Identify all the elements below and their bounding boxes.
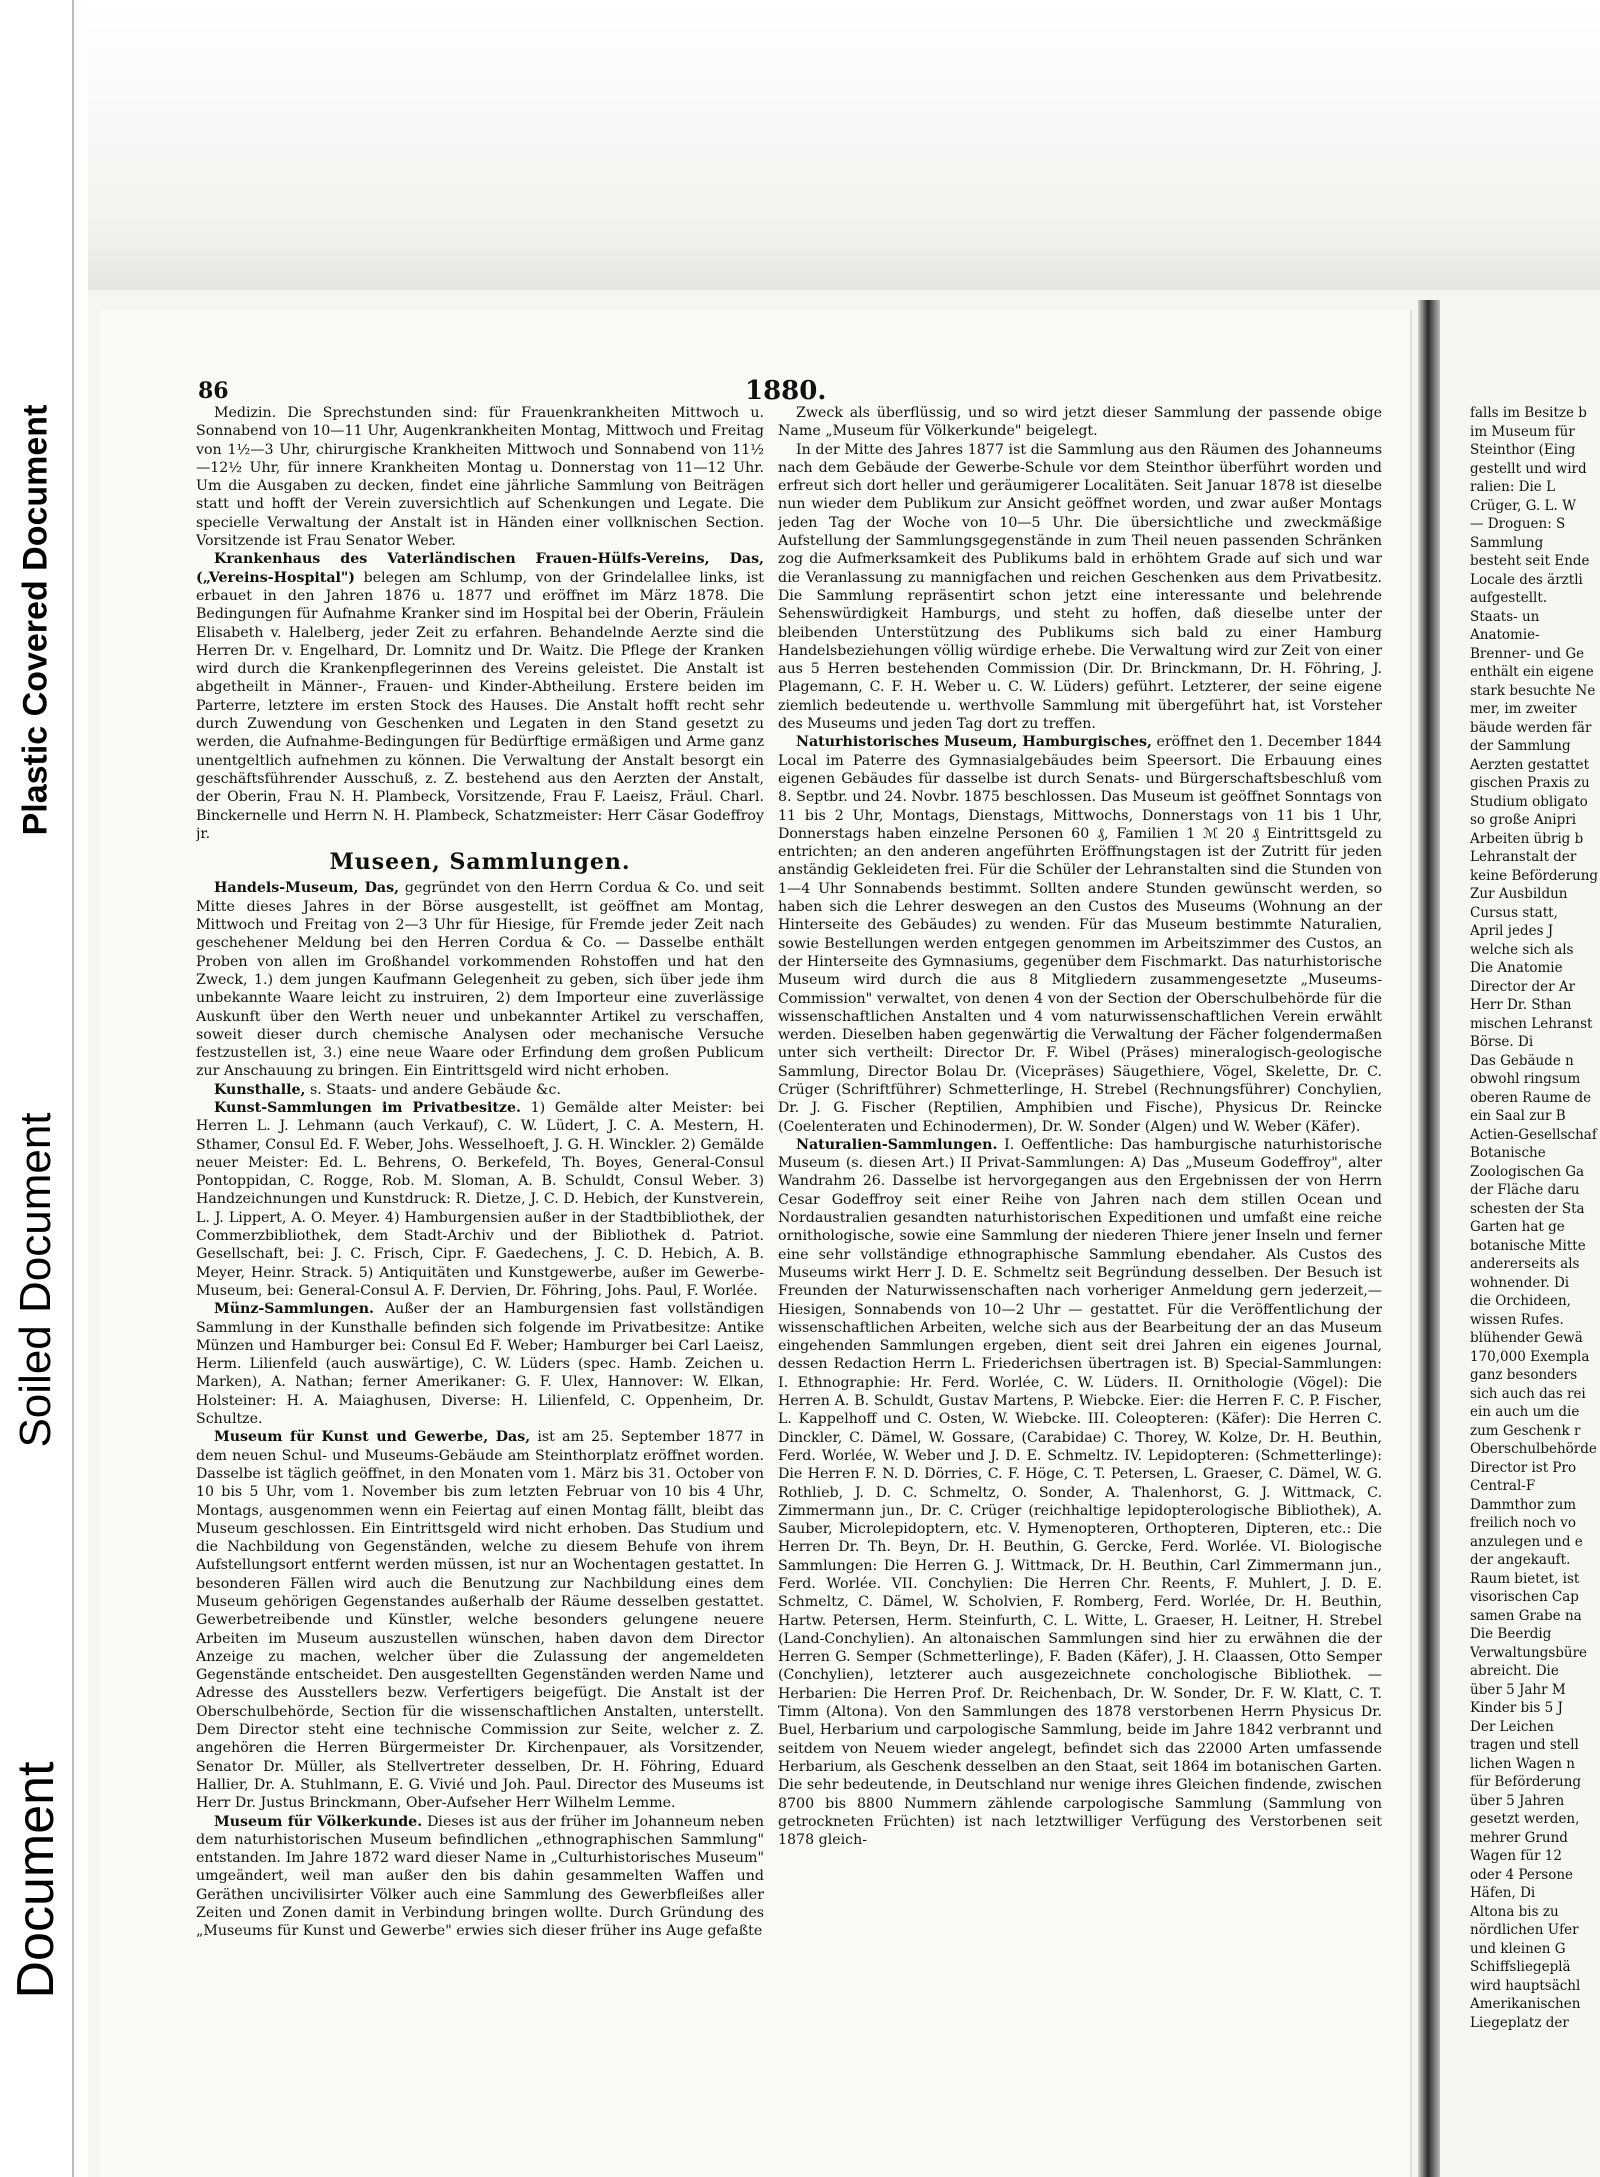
adjacent-page-line: wird hauptsächl (1470, 1977, 1581, 1994)
article-text: ist am 25. September 1877 in dem neuen Schul- und Museums-Gebäude am Steinthorplatz eröffnet worden. Dasselbe ist täglich geöffnet, in den Monaten vom 1. März bis 31. October von 10 bis 5 Uhr, vom 1. November bis zum letzten Februar von 10 bis 4 Uhr, Montags, ausgenommen wenn ein Feiertag auf einen Montag fällt, bleibt das Museum geschlossen. Ein Eintrittsgeld wird nicht erhoben. Das Studium und die Nachbildung von Gegenständen, welche zu diesem Behufe von ihrem Aufstellungsort entfernt werden müssen, ist nur an Wochentagen gestattet. In besonderen Fällen wird auch die Benutzung zur Nachbildung eines dem Museum gehörigen Gegenstandes außerhalb der Räume desselben gestattet. Gewerbetreibende und Künstler, welche besonders gelungene neuere Arbeiten im Museum auszustellen wünschen, haben davon dem Director Anzeige zu machen, welcher über die Zulassung der angemeldeten Gegenstände entscheidet. Den ausgestellten Gegenständen werden Name und Adresse des Ausstellers bezw. Verfertigers beigefügt. Die Anstalt ist der Oberschulbehörde, Section für die wissenschaftlichen Anstalten, unterstellt. Dem Director steht eine technische Commission zur Seite, welcher z. Z. angehören die Herren Bürgermeister Dr. Kirchenpauer, als Vorsitzender, Senator Dr. Müller, als Stellvertreter desselben, Dr. H. Föhring, Eduard Hallier, Dr. A. Stuhlmann, E. G. Vivié und Joh. Paul. Director des Museums ist Herr Dr. Justus Brinckmann, Ober-Aufseher Herr Wilhelm Lemme. (196, 1429, 764, 1812)
adjacent-page-line: Altona bis zu (1470, 1903, 1559, 1920)
adjacent-page-line: gischen Praxis zu (1470, 775, 1590, 791)
adjacent-page-line: Verwaltungsbüre (1470, 1644, 1588, 1661)
adjacent-page-line: wohnender. Di (1470, 1274, 1570, 1291)
article-heading: Museum für Völkerkunde. (214, 1813, 423, 1830)
article-text: Zweck als überflüssig, und so wird jetzt dieser Sammlung der passende obige Name „Museum für Völkerkunde" beigelegt. (778, 405, 1382, 440)
adjacent-page-line: 170,000 Exempla (1470, 1348, 1590, 1365)
adjacent-page-line: samen Grabe na (1470, 1607, 1582, 1624)
adjacent-page-line: ralien: Die L (1470, 479, 1556, 495)
adjacent-page-line: Der Leichen (1470, 1718, 1554, 1735)
adjacent-page-line: Brenner- und Ge (1470, 645, 1585, 662)
article-paragraph (196, 550, 764, 843)
adjacent-page-line: blühender Gewä (1470, 1330, 1583, 1346)
article-heading: Kunsthalle, (214, 1081, 306, 1098)
scan-top-margin (88, 0, 1600, 290)
article-heading: Münz-Sammlungen. (214, 1301, 374, 1318)
article-text: s. Staats- und andere Gebäude &c. (309, 1081, 562, 1098)
adjacent-page-line: ein Saal zur B (1470, 1108, 1566, 1124)
adjacent-page-line: im Museum für (1470, 423, 1575, 440)
adjacent-page-line: visorischen Cap (1470, 1589, 1579, 1605)
adjacent-page-line: der Fläche daru (1470, 1182, 1580, 1198)
condition-label-document: Document (7, 1761, 65, 1999)
article-text: eröffnet den 1. December 1844 Local im Paterre des Gymnasialgebäudes beim Speersort. Die Erbauung eines eigenen Gebäudes für dasselbe ist durch Senats- und Bürgerschaftsbeschluß vom 8. Septbr. und 24. Novbr. 1875 beschlossen. Das Museum ist geöffnet Sonntags von 11 bis 2 Uhr, Montags, Dienstags, Mittwochs, Donnerstags von 11 bis 1 Uhr, Donnerstags haben einzelne Personen 60 ₰, Familien 1 ℳ 20 ₰ Eintrittsgeld zu entrichten; an den anderen angeführten Eröffnungstagen ist der Zutritt für jeden anständig Gekleideten frei. Für die Schüler der Lehranstalten sind die Stunden von 1—4 Uhr Sonnabends bestimmt. Sollten andere Stunden gewünscht werden, so haben sich die Lehrer deswegen an den Custos des Museums (Wohnung an der Hinterseite des Gebäudes) zu wenden. Für das Museum bestimmte Naturalien, sowie Bestellungen werden entgegen genommen im Arbeitszimmer des Custos, an der Hinterseite des Gymnasiums, gegenüber dem Fischmarkt. Das naturhistorische Museum wird durch die aus 8 Mitgliedern zusammengesetzte „Museums-Commission" verwaltet, von denen 4 von der Section der Oberschulbehörde für die wissenschaftlichen Anstalten und 4 vom naturwissenschaftlichen Verein erwählt werden. Dieselben haben gegenwärtig die Verwaltung der Fächer folgendermaßen unter sich vertheilt: Director Dr. F. Wibel (Präses) mineralogisch-geologische Sammlung, Director Bolau Dr. (Vicepräses) Säugethiere, Vögel, Skelette, Dr. C. Crüger (Schriftführer) Schmetterlinge, H. Strebel (Rechnungsführer) Conchylien, Dr. J. G. Fischer (Reptilien, Amphibien und Fische), Physicus Dr. Reincke (Coelenteraten und Echinodermen), Dr. W. Sonder (Algen) und W. Weber (Käfer). (778, 734, 1382, 1135)
article-paragraph (778, 733, 1382, 1136)
adjacent-page-line: enthält ein eigene (1470, 664, 1594, 680)
adjacent-page-line: Botanische (1470, 1145, 1546, 1161)
adjacent-page-line: über 5 Jahr M (1470, 1681, 1566, 1698)
adjacent-page-line: gestellt und wird (1470, 460, 1587, 477)
article-paragraph (196, 404, 764, 550)
adjacent-page-line: Zur Ausbildun (1470, 886, 1568, 902)
article-paragraph (778, 404, 1382, 441)
adjacent-page-line: Herr Dr. Sthan (1470, 997, 1572, 1013)
adjacent-page-line: oder 4 Persone (1470, 1866, 1574, 1883)
adjacent-page-line: lichen Wagen n (1470, 1755, 1575, 1772)
condition-label-soiled: Soiled Document (11, 1112, 60, 1448)
adjacent-page-line: aufgestellt. (1470, 590, 1548, 606)
adjacent-page-line: Die Beerdig (1470, 1626, 1552, 1642)
adjacent-page-line: Director ist Pro (1470, 1459, 1577, 1476)
article-paragraph (196, 1099, 764, 1300)
adjacent-page-line: die Orchideen, (1470, 1293, 1571, 1309)
adjacent-page-line: wissen Rufes. (1470, 1311, 1564, 1328)
adjacent-page-line: Oberschulbehörde (1470, 1441, 1597, 1457)
article-heading: Krankenhaus des Vaterländischen Frauen-Hülfs-Vereins, Das, („Vereins-Hospital") (196, 551, 764, 586)
left-text-column (196, 404, 764, 2174)
adjacent-page-line: Crüger, G. L. W (1470, 497, 1576, 514)
adjacent-page-line: Garten hat ge (1470, 1219, 1565, 1235)
article-paragraph (196, 1428, 764, 1812)
article-text: gegründet von den Herrn Cordua & Co. und seit Mitte dieses Jahres in der Börse ausgestellt, ist geöffnet am Montag, Mittwoch und Freitag von 2—3 Uhr für Hiesige, für Fremde jeder Zeit nach geschehener Meldung bei den Herren Cordua & Co. — Dasselbe enthält Proben von allen im Großhandel vorkommenden Rohstoffen und hat den Zweck, 1.) dem jungen Kaufmann Gelegenheit zu geben, sich über jede ihm unbekannte Waare leicht zu instruiren, 2) dem Importeur eine zuverlässige Auskunft über den Werth neuer und unbekannter Artikel zu verschaffen, soweit dieser durch chemische Analysen oder mechanische Versuche festzustellen ist, 3.) eine neue Waare oder Erfindung dem großen Publicum zur Anschauung zu bringen. Ein Eintrittsgeld wird nicht erhoben. (196, 880, 764, 1080)
archival-sidebar (0, 0, 72, 2177)
adjacent-page-line: oberen Raume de (1470, 1089, 1592, 1106)
book-spine (1418, 300, 1440, 2177)
adjacent-page-line: Staats- un (1470, 608, 1540, 625)
article-heading: Museum für Kunst und Gewerbe, Das, (214, 1429, 531, 1446)
adjacent-page-line: Amerikanischen (1470, 1996, 1581, 2012)
adjacent-page-line: keine Beförderung (1470, 867, 1598, 884)
adjacent-page-line: Wagen für 12 (1470, 1848, 1562, 1864)
adjacent-page-line: April jedes J (1470, 923, 1554, 939)
adjacent-page-line: freilich noch vo (1470, 1515, 1577, 1531)
adjacent-page-line: obwohl ringsum (1470, 1071, 1581, 1087)
adjacent-page-line: Cursus statt, (1470, 904, 1558, 921)
adjacent-page-line: ein auch um die (1470, 1404, 1580, 1420)
article-text: belegen am Schlump, von der Grindelallee links, ist erbauet in den Jahren 1876 u. 1877 und eröffnet im März 1878. Die Bedingungen für Aufnahme Kranker sind im Hospital bei der Oberin, Fräulein Elisabeth v. Halelberg, jeder Zeit zu erfahren. Behandelnde Aerzte sind die Herren Dr. v. Engelhard, Dr. Lomnitz und Dr. Waitz. Die Pflege der Kranken wird durch die Krankenpflegerinnen des Vereins geleistet. Die Anstalt ist abgetheilt in Männer-, Frauen- und Kinder-Abtheilung. Erstere beiden im Parterre, letztere im ersten Stock des Hauses. Die Anstalt hofft recht sehr durch Zuwendung von Geschenken und Legaten in den Stand gesetzt zu werden, die Aufnahme-Bedingungen für Bedürftige ermäßigen und Arme ganz unentgeltlich aufnehmen zu können. Die Verwaltung der Anstalt besorgt ein geschäftsführender Ausschuß, z. Z. bestehend aus den Aerzten der Anstalt, der Oberin, Frau N. H. Plambeck, Vorsitzende, Frau F. Laeisz, Fräul. Charl. Binckernelle und Herrn N. H. Plambeck, Schatzmeister: Herr Cäsar Godeffroy jr. (196, 569, 764, 842)
article-text: Außer der an Hamburgensien fast vollständigen Sammlung in der Kunsthalle befinden sich folgende im Privatbesitze: Antike Münzen und Hamburger bei: Consul Ed F. Weber; Hamburger bei Carl Laeisz, Herm. Lilienfeld (auch auswärtige), C. W. Lüders (spec. Hamb. Zeichen u. Marken), A. Nathan; ferner Amerikaner: G. F. Ulex, Hannover: W. Elkan, Holsteiner: H. A. Maiaghusen, Diverse: H. Lilienfeld, C. Oppenheim, Dr. Schultze. (196, 1301, 764, 1428)
adjacent-page-line: mischen Lehranst (1470, 1015, 1593, 1032)
adjacent-page-line: Anatomie- (1470, 627, 1540, 643)
adjacent-page-line: andererseits als (1470, 1256, 1580, 1272)
article-heading: Handels-Museum, Das, (214, 880, 400, 897)
adjacent-page-line: Sammlung (1470, 534, 1544, 551)
article-heading: Kunst-Sammlungen im Privatbesitze. (214, 1099, 521, 1116)
sidebar-divider (72, 0, 74, 2177)
article-paragraph (778, 1136, 1382, 1850)
article-heading: Naturalien-Sammlungen. (796, 1136, 998, 1153)
article-paragraph (196, 1081, 764, 1099)
adjacent-page-line: und kleinen G (1470, 1940, 1566, 1957)
adjacent-page-line: stark besuchte Ne (1470, 682, 1596, 699)
article-paragraph (196, 879, 764, 1080)
adjacent-page-line: botanische Mitte (1470, 1237, 1586, 1254)
article-text: 1) Gemälde alter Meister: bei Herren L. J. Lehmann (auch Verkauf), C. W. Lüdert, J. C. A. Mestern, H. Sthamer, Consul Ed. F. Weber, Johs. Wesselhoeft, J. G. H. Winckler. 2) Gemälde neuer Meister: Ed. L. Behrens, O. Berkefeld, Th. Boyes, General-Consul Pontoppidan, C. Rogge, Rob. M. Sloman, A. B. Schuldt, Consul Weber. 3) Handzeichnungen und Kunstdruck: R. Dietze, J. C. D. Hebich, der Kunstverein, L. J. Lippert, A. O. Meyer. 4) Hamburgensien außer in der Stadtbibliothek, der Commerzbibliothek, dem Stadt-Archiv und der Bibliothek d. Patriot. Gesellschaft, bei: J. C. Frisch, Cipr. F. Gaedechens, J. C. D. Hebich, A. B. Meyer, Heinr. Strack. 5) Antiquitäten und Kunstgewerbe, außer im Gewerbe-Museum, bei: General-Consul A. F. Dervien, Dr. Föhring, Johs. Paul, F. Worlée. (196, 1099, 764, 1299)
adjacent-page-line: der angekauft. (1470, 1552, 1571, 1568)
adjacent-page-line: Dammthor zum (1470, 1496, 1577, 1513)
adjacent-page-line: falls im Besitze b (1470, 405, 1587, 421)
adjacent-page-line: der Sammlung (1470, 738, 1571, 754)
adjacent-page-line: sich auch das rei (1470, 1385, 1586, 1402)
adjacent-page-line: so große Anipri (1470, 812, 1577, 828)
article-text: I. Oeffentliche: Das hamburgische naturhistorische Museum (s. diesen Art.) II Privat-Sammlungen: A) Das „Museum Godeffroy", alter Wandrahm 26. Dasselbe ist hervorgegangen aus den Ergebnissen der von Herrn Cesar Godeffroy seit einer Reihe von Jahren nach dem stillen Ocean und Nordaustralien gesandten naturhistorischen Expeditionen und umfaßt eine reiche ornithologische, sowie eine Sammlung der niederen Thiere jener Inseln und ferner eine sehr vollständige ethnographische Sammlung ebendaher. Als Custos des Museums wirkt Herr J. D. E. Schmeltz seit Begründung desselben. Der Besuch ist Freunden der Naturwissenschaften nach vorheriger Anmeldung gern jederzeit,—Hiesigen, Sonnabends von 10—2 Uhr — gestattet. Für die Veröffentlichung der wissenschaftlichen Arbeiten, welche sich aus der Bearbeitung der an das Museum eingehenden Sammlungen ergeben, dient seit drei Jahren ein eigenes Journal, dessen Redaction Herrn L. Friederichsen übertragen ist. B) Special-Sammlungen: I. Ethnographie: Hr. Ferd. Worlée, C. W. Lüders. II. Ornithologie (Vögel): Die Herren A. B. Schuldt, Gustav Martens, P. Wiebcke. Eier: die Herren F. C. P. Fischer, L. Kappelhoff und C. Osten, W. Wiebcke. III. Coleopteren: (Käfer): Die Herren C. Dinckler, C. Dämel, W. Gossare, (Carabidae) C. Thorey, W. Kolze, Dr. H. Beuthin, Ferd. Worlée, W. Weber und J. D. E. Schmeltz. IV. Lepidopteren: (Schmetterlinge): Die Herren F. N. D. Dörries, C. F. Höge, C. T. Petersen, L. Graeser, C. Dämel, W. G. Rothlieb, J. D. C. Schmeltz, O. Sonder, A. Thalenhorst, G. J. Wittmack, C. Zimmermann jun., Dr. C. Crüger (reichhaltige lepidopterologische Bibliothek), A. Sauber, Microlepidoptern, etc. V. Hymenopteren, Orthopteren, Dipteren, etc.: Die Herren Dr. Th. Beyn, Dr. H. Beuthin, G. Gercke, Ferd. Worlée. VI. Biologische Sammlungen: Die Herren G. J. Wittmack, Dr. H. Beuthin, Carl Zimmermann jun., Ferd. Worlée. VII. Conchylien: Die Herren Chr. Reents, F. Muhlert, J. D. E. Schmeltz, C. Dämel, W. Scholvien, F. Romberg, Ferd. Worlée, Dr. H. Beuthin, Hartw. Petersen, Herm. Steinfurth, C. L. Witte, L. Graeser, H. Leitner, H. Strebel (Land-Conchylien). An altonaischen Sammlungen sind hier zu erwähnen die der Herren G. Semper (Schmetterlinge), F. Baden (Käfer), J. H. Claassen, Otto Semper (Conchylien), letzterer auch ausgezeichnete conchologische Bibliothek. — Herbarien: Die Herren Prof. Dr. Reichenbach, Dr. W. Sonder, Dr. F. W. Klatt, C. T. Timm (Altona). Von den Sammlungen des 1878 verstorbenen Herrn Physicus Dr. Buel, Herbarium und carpologische Sammlung, beide im Jahre 1842 verbrannt und seitdem von Neuem wieder angelegt, befindet sich das 22000 Arten umfassende Herbarium, als Geschenk desselben an den Staat, seit 1864 im botanischen Garten. Die sehr bedeutende, in Deutschland nur wenige ihres Gleichen findende, zwischen 8700 bis 8800 Nummern zählende carpologische Sammlung (Sammlung von getrockneten Früchten) ist nach letztwilliger Verfügung des Verstorbenen seit 1878 gleich- (778, 1136, 1382, 1849)
adjacent-page-line: Kinder bis 5 J (1470, 1700, 1563, 1716)
adjacent-page-line: anzulegen und e (1470, 1533, 1583, 1550)
adjacent-page-line: besteht seit Ende (1470, 553, 1590, 569)
article-heading: Naturhistorisches Museum, Hamburgisches, (796, 734, 1152, 751)
article-paragraph (778, 441, 1382, 734)
condition-label-plastic: Plastic Covered Document (16, 404, 55, 836)
article-text: Medizin. Die Sprechstunden sind: für Frauenkrankheiten Mittwoch u. Sonnabend von 10—11 Uhr, Augenkrankheiten Montag, Mittwoch und Freitag von 1½—3 Uhr, chirurgische Krankheiten Mittwoch und Sonnabend von 11½—12½ Uhr, für innere Krankheiten Montag u. Donnerstag von 11—12 Uhr. Um die Ausgaben zu decken, findet eine jährliche Sammlung von Beiträgen statt und hofft der Verein zuversichtlich auf Schenkungen und Legate. Die specielle Verwaltung der Anstalt ist in Händen einer vollknischen Section. Vorsitzende ist Frau Senator Weber. (196, 405, 764, 550)
adjacent-page-line: nördlichen Ufer (1470, 1922, 1579, 1938)
page-number: 86 (198, 378, 229, 404)
article-text: Dieses ist aus der früher im Johanneum neben dem naturhistorischen Museum befindlichen „ethnographischen Sammlung" entstanden. Im Jahre 1872 ward dieser Name in „Culturhistorisches Museum" umgeändert, weil man außer den bis dahin gesammelten Waffen und Geräthen uncivilisirter Völker auch eine Sammlung des Gewerbfleißes aller Zeiten und Zonen damit in Verbindung bringen wollte. Durch Gründung des „Museums für Kunst und Gewerbe" erwies sich dieser früher ins Auge gefaßte (196, 1813, 764, 1940)
adjacent-page-line: Actien-Gesellschaf (1470, 1126, 1597, 1143)
adjacent-page-text (1470, 404, 1598, 2174)
article-text: In der Mitte des Jahres 1877 ist die Sammlung aus den Räumen des Johanneums nach dem Gebäude der Gewerbe-Schule vor dem Steinthor überführt worden und erfreut sich dort heller und geräumigerer Localitäten. Seit Januar 1878 ist dieselbe nun wieder dem Publikum zur Ansicht geöffnet worden, und zwar außer Montags jeden Tag der Woche von 10—5 Uhr. Die übersichtliche und zweckmäßige Aufstellung der Sammlungsgegenstände in zum Theil neuen passenden Schränken zog die Aufmerksamkeit des Publikums bald in erhöhtem Grade auf sich und war die Veranlassung zu mannigfachen und reichen Geschenken aus dem Privatbesitz. Die Sammlung repräsentirt schon jetzt eine interessante und belehrende Sehenswürdigkeit Hamburgs, und steht zu hoffen, daß dieselbe unter der bleibenden Unterstützung des Publikums sich bald zu einer Hamburg Handelsbeziehungen völlig würdige erhebe. Die Verwaltung wird zur Zeit von einer aus 5 Herren bestehenden Commission (Dir. Dr. Brinckmann, Dr. H. Föhring, J. Plagemann, C. F. H. Weber u. C. W. Lüders) geführt. Letzterer, der seine eigene ziemlich bedeutende u. werthvolle Sammlung mit übergeführt hat, ist Vorsteher des Museums und jeden Tag dort zu treffen. (778, 441, 1382, 733)
adjacent-page-line: Schiffsliegeplä (1470, 1959, 1571, 1975)
adjacent-page-line: Central-F (1470, 1478, 1536, 1494)
adjacent-page-line: Die Anatomie (1470, 960, 1563, 976)
adjacent-page-line: mehrer Grund (1470, 1829, 1568, 1846)
adjacent-page-line: Liegeplatz der (1470, 2014, 1569, 2031)
adjacent-page-line: welche sich als (1470, 941, 1574, 958)
article-paragraph (196, 1813, 764, 1941)
adjacent-page-line: tragen und stell (1470, 1737, 1579, 1753)
adjacent-page-line: ganz besonders (1470, 1367, 1578, 1383)
adjacent-page-line: Börse. Di (1470, 1034, 1534, 1050)
adjacent-page-line: Director der Ar (1470, 978, 1576, 995)
adjacent-page-line: mer, im zweiter (1470, 701, 1577, 717)
article-paragraph (196, 1300, 764, 1428)
adjacent-page-line: gesetzt werden, (1470, 1811, 1580, 1827)
section-title: Museen, Sammlungen. (329, 849, 631, 876)
adjacent-page-line: Zoologischen Ga (1470, 1163, 1585, 1180)
adjacent-page-line: Raum bietet, ist (1470, 1570, 1580, 1587)
adjacent-page-line: Lehranstalt der (1470, 849, 1577, 865)
right-text-column (778, 404, 1382, 2174)
adjacent-page-line: Studium obligato (1470, 793, 1588, 810)
adjacent-page-line: abreicht. Die (1470, 1663, 1559, 1679)
adjacent-page-line: über 5 Jahren (1470, 1792, 1565, 1809)
adjacent-page-line: bäude werden fär (1470, 719, 1592, 736)
adjacent-page-line: Aerzten gestattet (1470, 756, 1590, 773)
adjacent-page-line: — Droguen: S (1470, 516, 1566, 532)
adjacent-page-line: zum Geschenk r (1470, 1422, 1581, 1439)
adjacent-page-line: Locale des ärztli (1470, 571, 1583, 588)
adjacent-page-line: für Beförderung (1470, 1774, 1582, 1790)
adjacent-page-line: schesten der Sta (1470, 1200, 1585, 1217)
page-year: 1880. (745, 376, 827, 406)
adjacent-page-line: Arbeiten übrig b (1470, 830, 1584, 847)
adjacent-page-line: Häfen, Di (1470, 1885, 1536, 1901)
adjacent-page-line: Das Gebäude n (1470, 1052, 1574, 1069)
adjacent-page-line: Steinthor (Eing (1470, 442, 1576, 458)
